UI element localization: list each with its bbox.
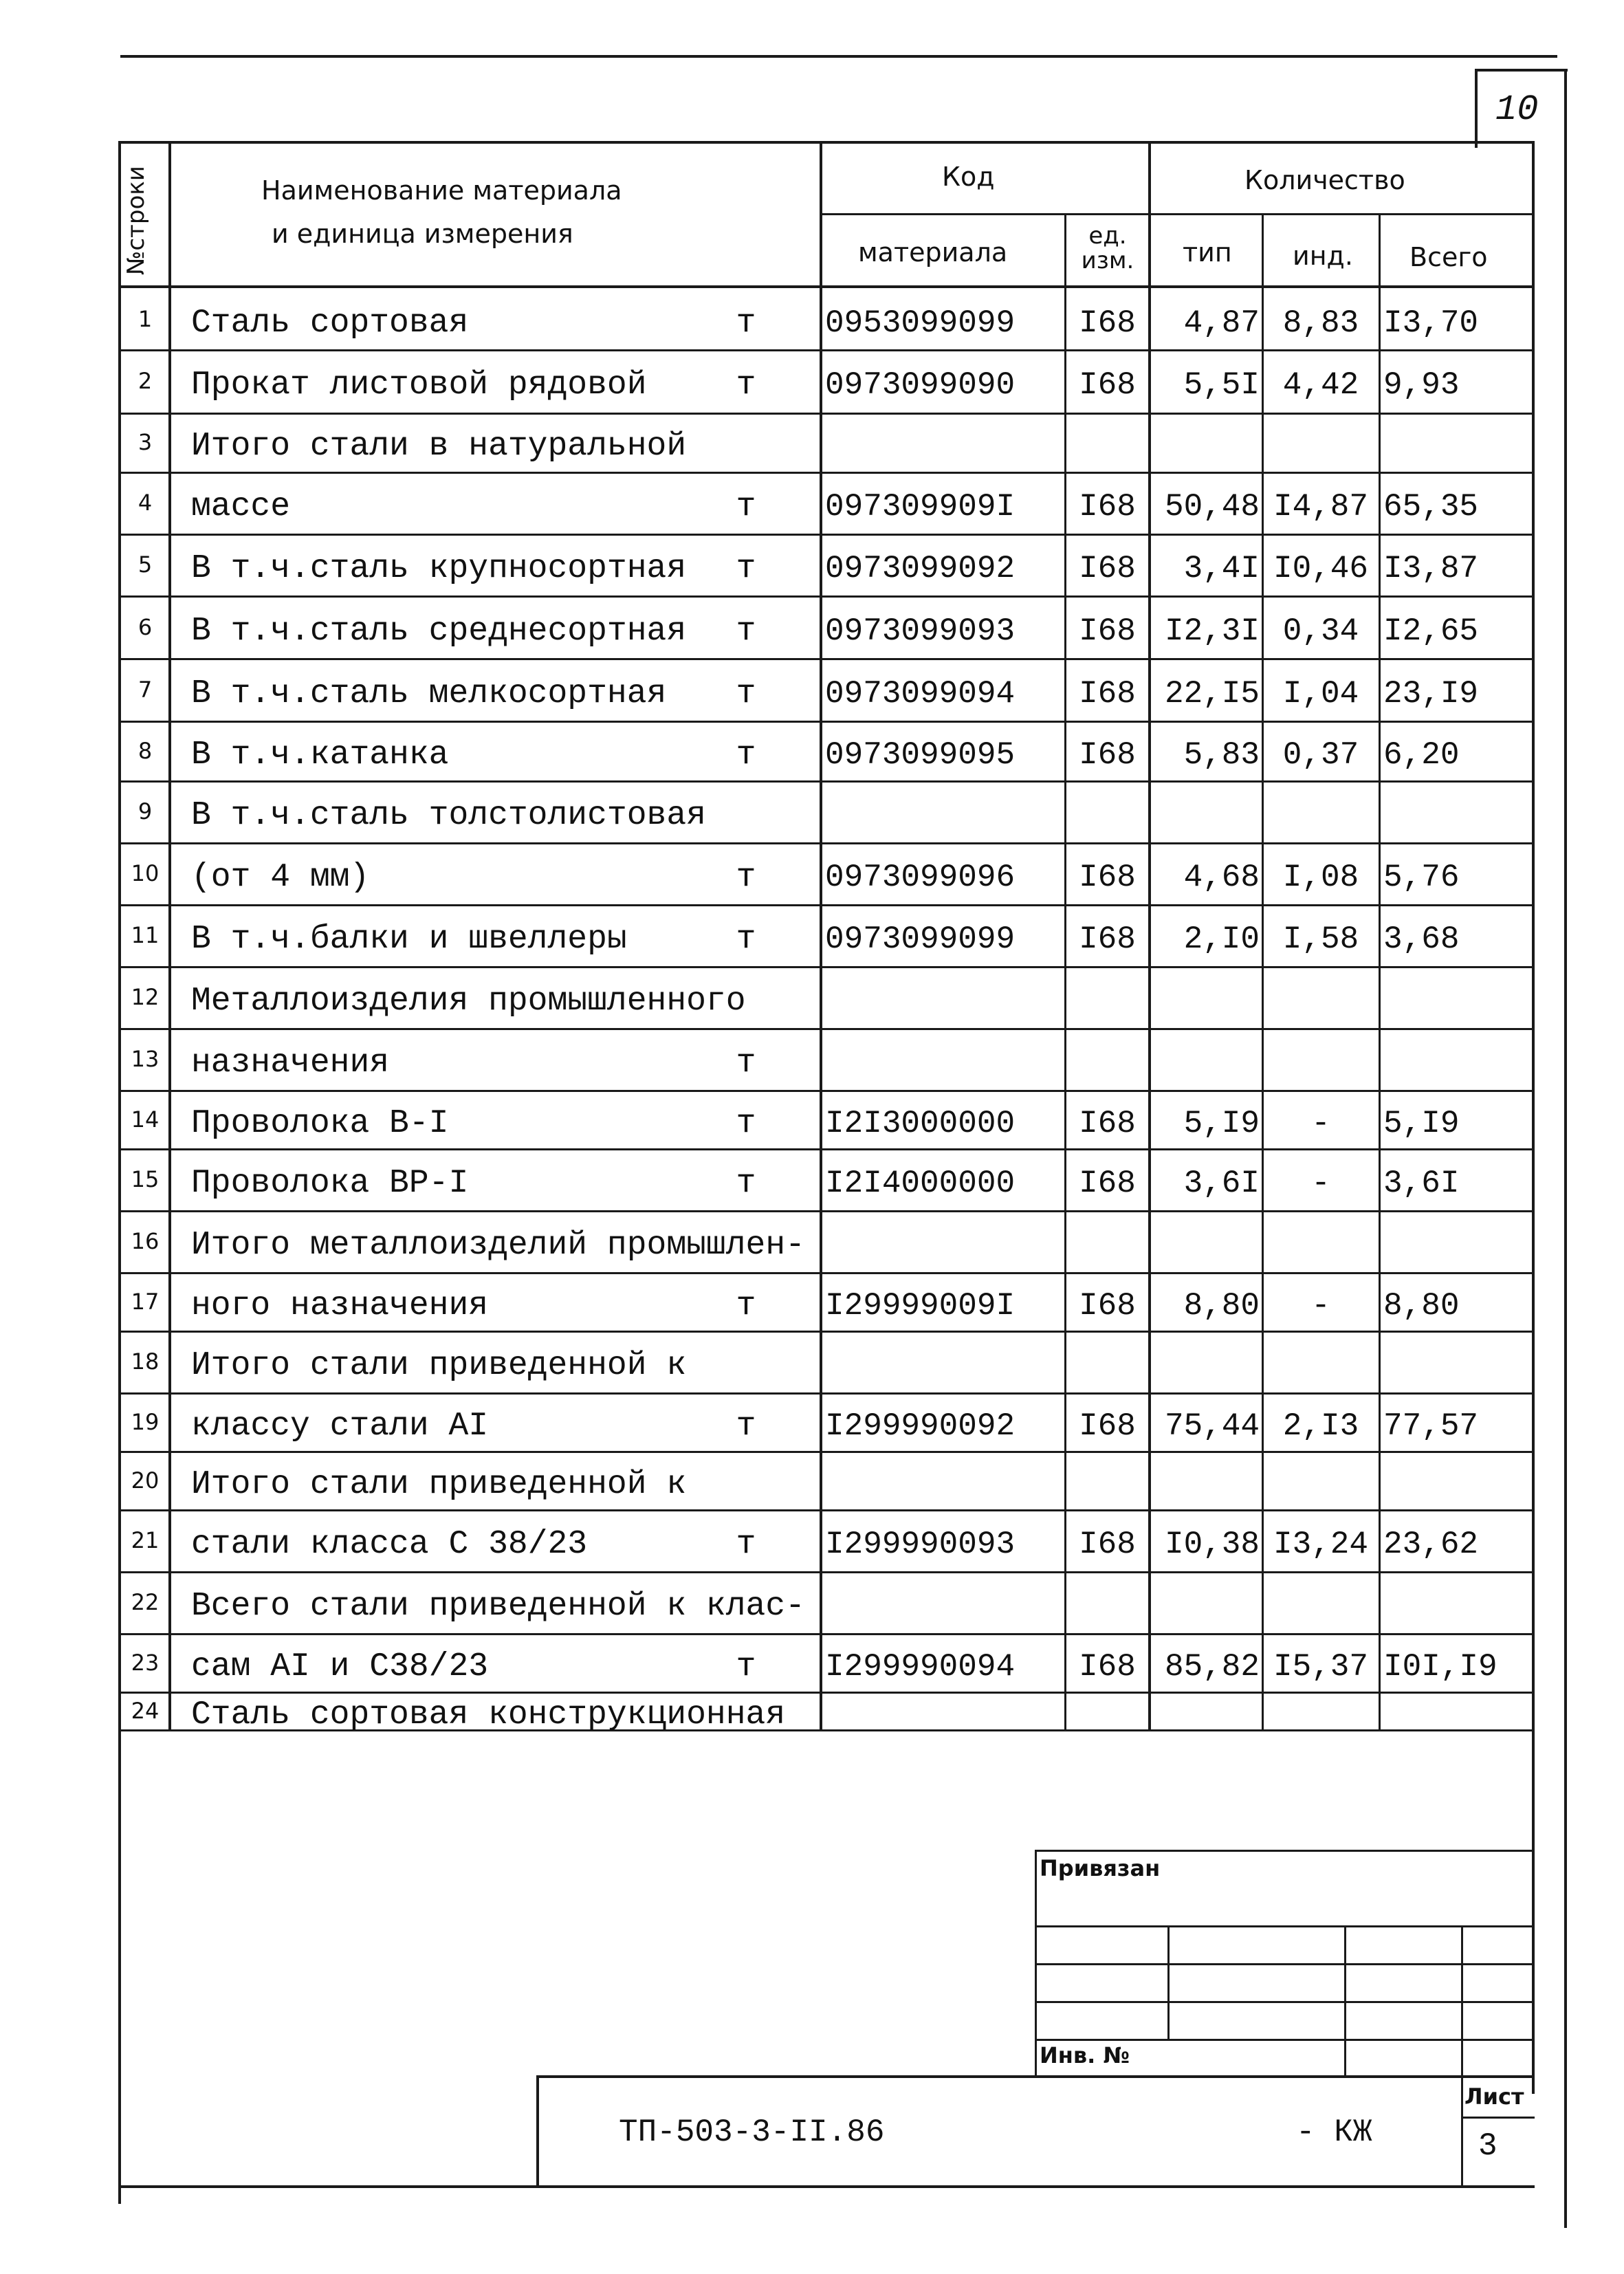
title-block-sheet-line xyxy=(1461,2117,1535,2119)
row-number: 8 xyxy=(138,738,153,764)
qty-type: 22,I5 xyxy=(1164,676,1260,712)
table-top xyxy=(118,141,1535,144)
document-code: ТП-503-3-II.86 xyxy=(619,2114,885,2150)
row-line xyxy=(121,1148,1532,1150)
row-number: 23 xyxy=(131,1650,160,1676)
qty-total: 9,93 xyxy=(1383,367,1460,403)
row-number: 2 xyxy=(138,368,153,394)
title-block-sheet-divider xyxy=(1461,2075,1463,2187)
unit-code: I68 xyxy=(1079,921,1136,957)
qty-type: 75,44 xyxy=(1164,1408,1260,1444)
qty-type: I0,38 xyxy=(1164,1527,1260,1562)
material-code: I299990093 xyxy=(825,1527,1016,1562)
stamp-row-line-4 xyxy=(1035,2039,1535,2041)
title-block-top xyxy=(536,2075,1535,2078)
material-code: 097309909I xyxy=(825,489,1016,525)
material-unit: т xyxy=(736,1287,756,1324)
qty-ind: I3,24 xyxy=(1273,1527,1369,1562)
unit-code: I68 xyxy=(1079,367,1136,403)
row-number: 18 xyxy=(131,1348,160,1375)
header-bottom-line xyxy=(118,285,1535,288)
row-number: 24 xyxy=(131,1698,160,1724)
material-name: (от 4 мм) xyxy=(191,859,370,896)
row-number: 10 xyxy=(131,860,160,886)
table-right xyxy=(1532,141,1535,2094)
row-number: 14 xyxy=(131,1106,160,1133)
stamp-top xyxy=(1035,1850,1535,1852)
material-code: I299990094 xyxy=(825,1649,1016,1685)
qty-ind: I4,87 xyxy=(1273,489,1369,525)
material-unit: т xyxy=(736,1408,756,1445)
row-line xyxy=(121,1331,1532,1333)
qty-type: 4,68 xyxy=(1183,860,1260,895)
qty-total: 3,68 xyxy=(1383,921,1460,957)
material-code: 0953099099 xyxy=(825,305,1016,341)
row-line xyxy=(121,1571,1532,1573)
qty-type: 3,4I xyxy=(1183,551,1260,587)
unit-code: I68 xyxy=(1079,1288,1136,1324)
material-name: Итого стали приведенной к xyxy=(191,1347,687,1384)
row-number: 7 xyxy=(138,677,153,703)
qty-ind: I5,37 xyxy=(1273,1649,1369,1685)
col-line-code xyxy=(1064,213,1066,1729)
qty-ind: 0,37 xyxy=(1282,737,1359,773)
row-line xyxy=(121,1272,1532,1274)
qty-total: I3,70 xyxy=(1383,305,1479,341)
material-name: В т.ч.сталь толстолистовая xyxy=(191,797,706,834)
qty-total: I3,87 xyxy=(1383,551,1479,587)
qty-total: I2,65 xyxy=(1383,613,1479,649)
unit-code: I68 xyxy=(1079,676,1136,712)
row-line xyxy=(121,966,1532,968)
sheet-label: Лист xyxy=(1464,2084,1524,2110)
qty-ind: I,08 xyxy=(1282,860,1359,895)
material-code: 0973099093 xyxy=(825,613,1016,649)
stamp-col-line-2 xyxy=(1344,1925,1346,2077)
row-line xyxy=(121,1392,1532,1395)
material-name: Сталь сортовая xyxy=(191,305,469,342)
material-unit: т xyxy=(736,1105,756,1142)
material-name: Проволока В-I xyxy=(191,1105,449,1142)
col-line-tip xyxy=(1262,213,1264,1729)
stamp-row-line-1 xyxy=(1035,1925,1535,1927)
material-name: ного назначения xyxy=(191,1287,489,1324)
qty-ind: - xyxy=(1311,1106,1330,1141)
qty-ind: 8,83 xyxy=(1282,305,1359,341)
header-mid-line xyxy=(820,213,1535,215)
corner-box-top xyxy=(1475,69,1568,72)
qty-ind: 0,34 xyxy=(1282,613,1359,649)
header-quantity: Количество xyxy=(1244,165,1405,195)
material-code: I29999009I xyxy=(825,1288,1016,1324)
row-number: 21 xyxy=(131,1527,160,1553)
material-name: назначения xyxy=(191,1045,390,1082)
header-name-line2: и единица измерения xyxy=(272,219,573,249)
row-number: 4 xyxy=(138,490,153,516)
material-name: В т.ч.катанка xyxy=(191,736,449,774)
material-unit: т xyxy=(736,675,756,712)
row-number: 11 xyxy=(131,922,160,948)
qty-type: 5,83 xyxy=(1183,737,1260,773)
material-unit: т xyxy=(736,613,756,650)
material-unit: т xyxy=(736,1165,756,1202)
sheet-corner-number: 10 xyxy=(1495,89,1539,130)
material-unit: т xyxy=(736,859,756,896)
corner-box-left xyxy=(1475,69,1478,148)
row-line xyxy=(121,1090,1532,1092)
qty-ind: I0,46 xyxy=(1273,551,1369,587)
header-qty-total: Всего xyxy=(1409,242,1488,272)
material-unit: т xyxy=(736,488,756,525)
qty-ind: I,58 xyxy=(1282,921,1359,957)
row-line xyxy=(121,1692,1532,1694)
material-name: Сталь сортовая конструкционная xyxy=(191,1696,786,1734)
row-line xyxy=(121,349,1532,351)
material-unit: т xyxy=(736,367,756,404)
row-line xyxy=(121,1451,1532,1453)
row-line xyxy=(121,904,1532,906)
material-unit: т xyxy=(736,1526,756,1563)
row-line xyxy=(121,1028,1532,1030)
material-code: 0973099090 xyxy=(825,367,1016,403)
material-unit: т xyxy=(736,550,756,587)
row-line xyxy=(121,842,1532,844)
material-unit: т xyxy=(736,1648,756,1685)
material-name: Итого стали в натуральной xyxy=(191,428,687,465)
qty-total: 77,57 xyxy=(1383,1408,1479,1444)
stamp-col-line-3 xyxy=(1461,1925,1463,2077)
header-qty-type: тип xyxy=(1183,237,1232,267)
qty-ind: 2,I3 xyxy=(1282,1408,1359,1444)
unit-code: I68 xyxy=(1079,613,1136,649)
row-number: 6 xyxy=(138,614,153,640)
qty-total: 23,I9 xyxy=(1383,676,1479,712)
unit-code: I68 xyxy=(1079,551,1136,587)
row-line xyxy=(121,658,1532,660)
qty-type: 5,5I xyxy=(1183,367,1260,403)
material-code: 0973099095 xyxy=(825,737,1016,773)
row-line xyxy=(121,1633,1532,1635)
row-number: 20 xyxy=(131,1467,160,1494)
row-number: 5 xyxy=(138,551,153,578)
unit-code: I68 xyxy=(1079,1166,1136,1201)
qty-type: 85,82 xyxy=(1164,1649,1260,1685)
material-name: В т.ч.сталь мелкосортная xyxy=(191,675,667,712)
qty-type: I2,3I xyxy=(1164,613,1260,649)
material-code: I2I4000000 xyxy=(825,1166,1016,1201)
header-row-number: №строки xyxy=(122,166,150,275)
row-number: 9 xyxy=(138,798,153,824)
unit-code: I68 xyxy=(1079,1106,1136,1141)
qty-total: 5,76 xyxy=(1383,860,1460,895)
material-name: В т.ч.сталь среднесортная xyxy=(191,613,687,650)
qty-total: I0I,I9 xyxy=(1383,1649,1497,1685)
unit-code: I68 xyxy=(1079,1408,1136,1444)
row-number: 12 xyxy=(131,984,160,1010)
stamp-row-line-2 xyxy=(1035,1963,1535,1965)
header-qty-ind: инд. xyxy=(1293,241,1353,271)
qty-type: 5,I9 xyxy=(1183,1106,1260,1141)
material-unit: т xyxy=(736,736,756,774)
qty-type: 50,48 xyxy=(1164,489,1260,525)
row-number: 17 xyxy=(131,1289,160,1315)
row-number: 22 xyxy=(131,1589,160,1615)
qty-total: 6,20 xyxy=(1383,737,1460,773)
document-suffix: - КЖ xyxy=(1296,2114,1372,2150)
material-name: массе xyxy=(191,488,291,525)
qty-total: 5,I9 xyxy=(1383,1106,1460,1141)
qty-type: 2,I0 xyxy=(1183,921,1260,957)
sheet-number: 3 xyxy=(1478,2128,1497,2164)
header-code-material: материала xyxy=(858,237,1008,267)
qty-ind: 4,42 xyxy=(1282,367,1359,403)
row-number: 1 xyxy=(138,306,153,332)
material-name: Проволока ВР-I xyxy=(191,1165,469,1202)
unit-code: I68 xyxy=(1079,860,1136,895)
qty-type: 8,80 xyxy=(1183,1288,1260,1324)
row-number: 16 xyxy=(131,1228,160,1254)
qty-total: 8,80 xyxy=(1383,1288,1460,1324)
title-block-left xyxy=(536,2075,539,2187)
qty-total: 3,6I xyxy=(1383,1166,1460,1201)
material-name: Итого металлоизделий промышлен- xyxy=(191,1227,805,1264)
qty-type: 3,6I xyxy=(1183,1166,1260,1201)
unit-code: I68 xyxy=(1079,1649,1136,1685)
qty-ind: I,04 xyxy=(1282,676,1359,712)
row-number: 13 xyxy=(131,1046,160,1072)
header-code: Код xyxy=(942,162,995,192)
material-code: I299990092 xyxy=(825,1408,1016,1444)
row-line xyxy=(121,472,1532,474)
row-line xyxy=(121,721,1532,723)
row-number: 3 xyxy=(138,429,153,455)
material-unit: т xyxy=(736,921,756,958)
right-edge-line xyxy=(1564,69,1567,2228)
stamp-inv-no-label: Инв. № xyxy=(1040,2042,1130,2068)
material-unit: т xyxy=(736,305,756,342)
row-number: 19 xyxy=(131,1409,160,1435)
material-name: сам АI и С38/23 xyxy=(191,1648,489,1685)
material-code: I2I3000000 xyxy=(825,1106,1016,1141)
stamp-tied-label: Привязан xyxy=(1040,1855,1161,1881)
material-code: 0973099094 xyxy=(825,676,1016,712)
qty-type: 4,87 xyxy=(1183,305,1260,341)
col-line-name xyxy=(820,141,822,1729)
material-unit: т xyxy=(736,1045,756,1082)
row-line xyxy=(121,1509,1532,1511)
col-line-ind xyxy=(1379,213,1381,1729)
material-name: стали класса С 38/23 xyxy=(191,1526,588,1563)
top-border-line xyxy=(120,55,1557,58)
material-name: В т.ч.балки и швеллеры xyxy=(191,921,627,958)
material-name: Всего стали приведенной к клас- xyxy=(191,1588,805,1625)
material-name: классу стали АI xyxy=(191,1408,489,1445)
stamp-col-line-1 xyxy=(1167,1925,1170,2039)
row-line xyxy=(121,413,1532,415)
material-name: В т.ч.сталь крупносортная xyxy=(191,550,687,587)
table-bottom xyxy=(118,2185,1535,2188)
material-name: Прокат листовой рядовой xyxy=(191,367,647,404)
row-number: 15 xyxy=(131,1166,160,1192)
row-line xyxy=(121,1210,1532,1212)
qty-total: 23,62 xyxy=(1383,1527,1479,1562)
row-line xyxy=(121,595,1532,598)
header-code-unit: ед. изм. xyxy=(1081,222,1134,274)
stamp-row-line-3 xyxy=(1035,2001,1535,2003)
material-code: 0973099092 xyxy=(825,551,1016,587)
material-code: 0973099099 xyxy=(825,921,1016,957)
unit-code: I68 xyxy=(1079,1527,1136,1562)
material-name: Металлоизделия промышленного xyxy=(191,983,746,1020)
qty-total: 65,35 xyxy=(1383,489,1479,525)
material-name: Итого стали приведенной к xyxy=(191,1466,687,1503)
row-line xyxy=(121,780,1532,783)
row-line xyxy=(121,534,1532,536)
unit-code: I68 xyxy=(1079,489,1136,525)
unit-code: I68 xyxy=(1079,305,1136,341)
header-name-line1: Наименование материала xyxy=(261,175,622,206)
material-code: 0973099096 xyxy=(825,860,1016,895)
qty-ind: - xyxy=(1311,1166,1330,1201)
unit-code: I68 xyxy=(1079,737,1136,773)
qty-ind: - xyxy=(1311,1288,1330,1324)
